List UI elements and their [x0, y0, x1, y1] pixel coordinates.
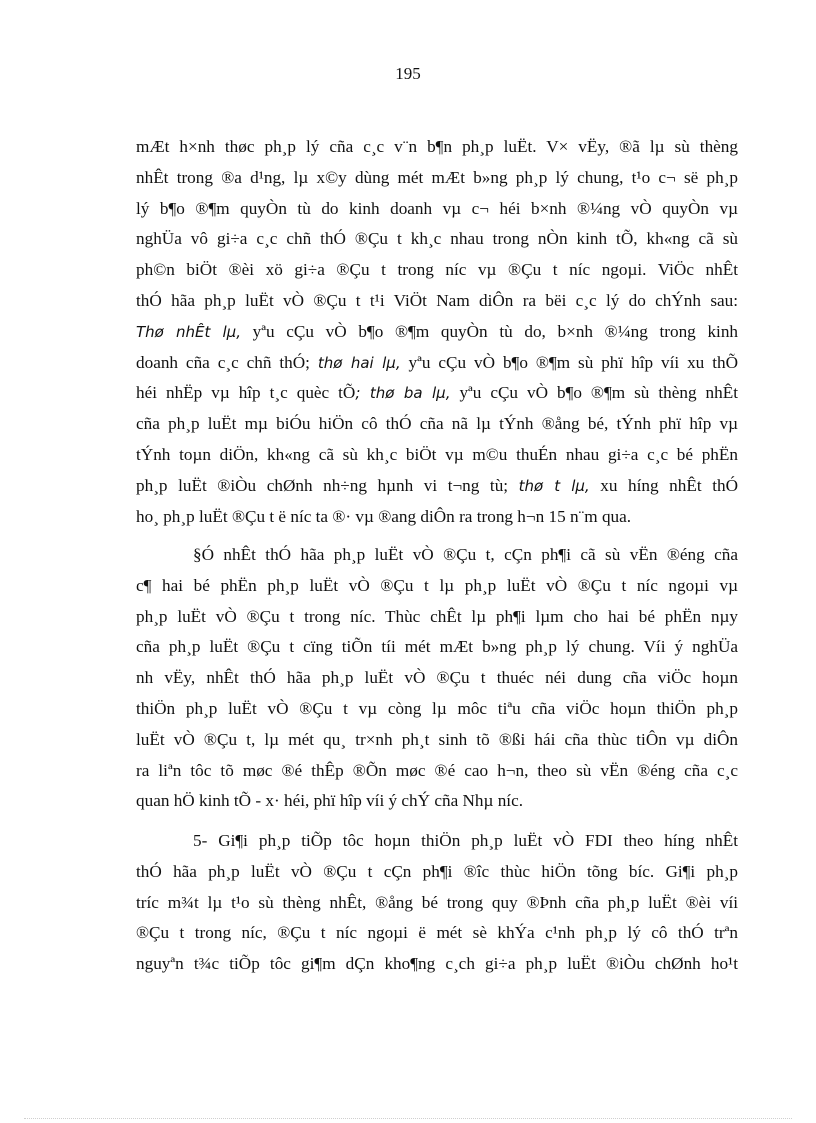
- text-line: [136, 378, 738, 409]
- text-line: ho¸ ph¸p luËt ®Çu t ë níc ta ®· vµ ®ang diÔn ra trong h¬n 15 n¨m qua.: [136, 506, 632, 526]
- text-line: nhÊt trong ®a d¹ng, lµ x©y dùng mét mÆt b»ng ph¸p lý chung, t¹o c¬ së ph¸p: [136, 167, 738, 187]
- text-line: luËt vÒ ®Çu t, lµ mét qu¸ tr×nh ph¸t sinh tõ ®ßi hái cña thùc tiÔn vµ diÔn: [136, 729, 738, 749]
- italic-phrase: thø t lµ,: [518, 476, 590, 495]
- text-line: quan hÖ kinh tÕ - x· héi, phï hîp víi ý chÝ cña Nhµ níc.: [136, 791, 524, 811]
- text-run: yªu cÇu vÒ b¶o ®¶m sù thèng nhÊt: [450, 383, 738, 403]
- text-line: nguyªn t¾c tiÕp tôc gi¶m dÇn kho¶ng c¸ch gi÷a ph¸p luËt ®iÒu chØnh ho¹t: [136, 954, 738, 974]
- text-line: ph©n biÖt ®èi xö gi÷a ®Çu t trong níc vµ ®Çu t níc ngoµi. ViÖc nhÊt: [136, 260, 738, 280]
- text-line: §Ó nhÊt thÓ hãa ph¸p luËt vÒ ®Çu t, cÇn ph¶i cã sù vËn ®éng cña: [193, 545, 738, 564]
- text-line: [136, 317, 738, 348]
- text-line: ra liªn tôc tõ møc ®é thÊp ®Õn møc ®é cao h¬n, theo sù vËn ®éng cña c¸c: [136, 760, 738, 780]
- page-number: 195: [395, 64, 421, 83]
- italic-phrase: thø hai lµ,: [317, 353, 401, 372]
- text-line: 5- Gi¶i ph¸p tiÕp tôc hoµn thiÖn ph¸p luËt vÒ FDI theo híng nhÊt: [193, 831, 738, 850]
- paragraph-1: [136, 132, 738, 532]
- text-line: thÓ hãa ph¸p luËt vÒ ®Çu t t¹i ViÖt Nam diÔn ra bëi c¸c lý do chÝnh sau:: [136, 290, 738, 310]
- text-line: nh vËy, nhÊt thÓ hãa ph¸p luËt vÒ ®Çu t thuéc néi dung cña viÖc hoµn: [136, 668, 738, 688]
- text-line: thiÖn ph¸p luËt vÒ ®Çu t vµ còng lµ môc tiªu cña viÖc hoµn thiÖn ph¸p: [136, 698, 738, 718]
- text-line: [136, 471, 738, 502]
- text-line: lý b¶o ®¶m quyÒn tù do kinh doanh vµ c¬ héi b×nh ®¼ng vÒ quyÒn vµ: [136, 198, 738, 218]
- italic-phrase: ; thø ba lµ,: [355, 384, 451, 403]
- text-line: tÝnh toµn diÖn, kh«ng cã sù kh¸c biÖt vµ m©u thuÉn nhau gi÷a c¸c bé phËn: [136, 444, 738, 464]
- text-run: doanh cña c¸c chñ thÓ;: [136, 352, 318, 372]
- text-run: héi nhËp vµ hîp t¸c quèc tÕ: [136, 383, 356, 403]
- text-run: yªu cÇu vÒ b¶o ®¶m sù phï hîp víi xu thÕ: [400, 352, 738, 372]
- text-run: yªu cÇu vÒ b¶o ®¶m quyÒn tù do, b×nh ®¼ng trong kinh: [241, 321, 738, 341]
- page-bottom-rule: [24, 1118, 792, 1119]
- text-line: thÓ hãa ph¸p luËt vÒ ®Çu t cÇn ph¶i ®îc thùc hiÖn tõng bíc. Gi¶i ph¸p: [136, 861, 738, 881]
- paragraph-3: [136, 826, 738, 980]
- text-run: ph¸p luËt ®iÒu chØnh nh÷ng hµnh vi t¬ng tù;: [136, 475, 519, 495]
- text-line: cña ph¸p luËt ®Çu t cïng tiÕn tíi mét mÆt b»ng ph¸p lý chung. Víi ý nghÜa: [136, 637, 738, 657]
- text-line: cña ph¸p luËt mµ biÓu hiÖn cô thÓ cña nã lµ tÝnh ®ång bé, tÝnh phï hîp vµ: [136, 414, 738, 434]
- text-line: ®Çu t trong níc, ®Çu t níc ngoµi ë mét sè khÝa c¹nh ph¸p lý cô thÓ trªn: [136, 923, 738, 943]
- italic-phrase: Thø nhÊt lµ,: [136, 322, 241, 341]
- text-line: c¶ hai bé phËn ph¸p luËt vÒ ®Çu t lµ ph¸p luËt vÒ ®Çu t níc ngoµi vµ: [136, 575, 738, 595]
- text-run: xu híng nhÊt thÓ: [589, 475, 738, 495]
- paragraph-2: [136, 540, 738, 817]
- text-line: mÆt h×nh thøc ph¸p lý cña c¸c v¨n b¶n ph¸p luËt. V× vËy, ®ã lµ sù thèng: [136, 137, 738, 156]
- text-line: nghÜa vô gi÷a c¸c chñ thÓ ®Çu t kh¸c nhau trong nÒn kinh tÕ, kh«ng cã sù: [136, 229, 738, 249]
- text-line: [136, 348, 738, 379]
- text-line: ph¸p luËt vÒ ®Çu t trong níc. Thùc chÊt lµ ph¶i lµm cho hai bé phËn nµy: [136, 606, 738, 626]
- text-line: tríc m¾t lµ t¹o sù thèng nhÊt, ®ång bé trong quy ®Þnh cña ph¸p luËt ®èi víi: [136, 892, 738, 912]
